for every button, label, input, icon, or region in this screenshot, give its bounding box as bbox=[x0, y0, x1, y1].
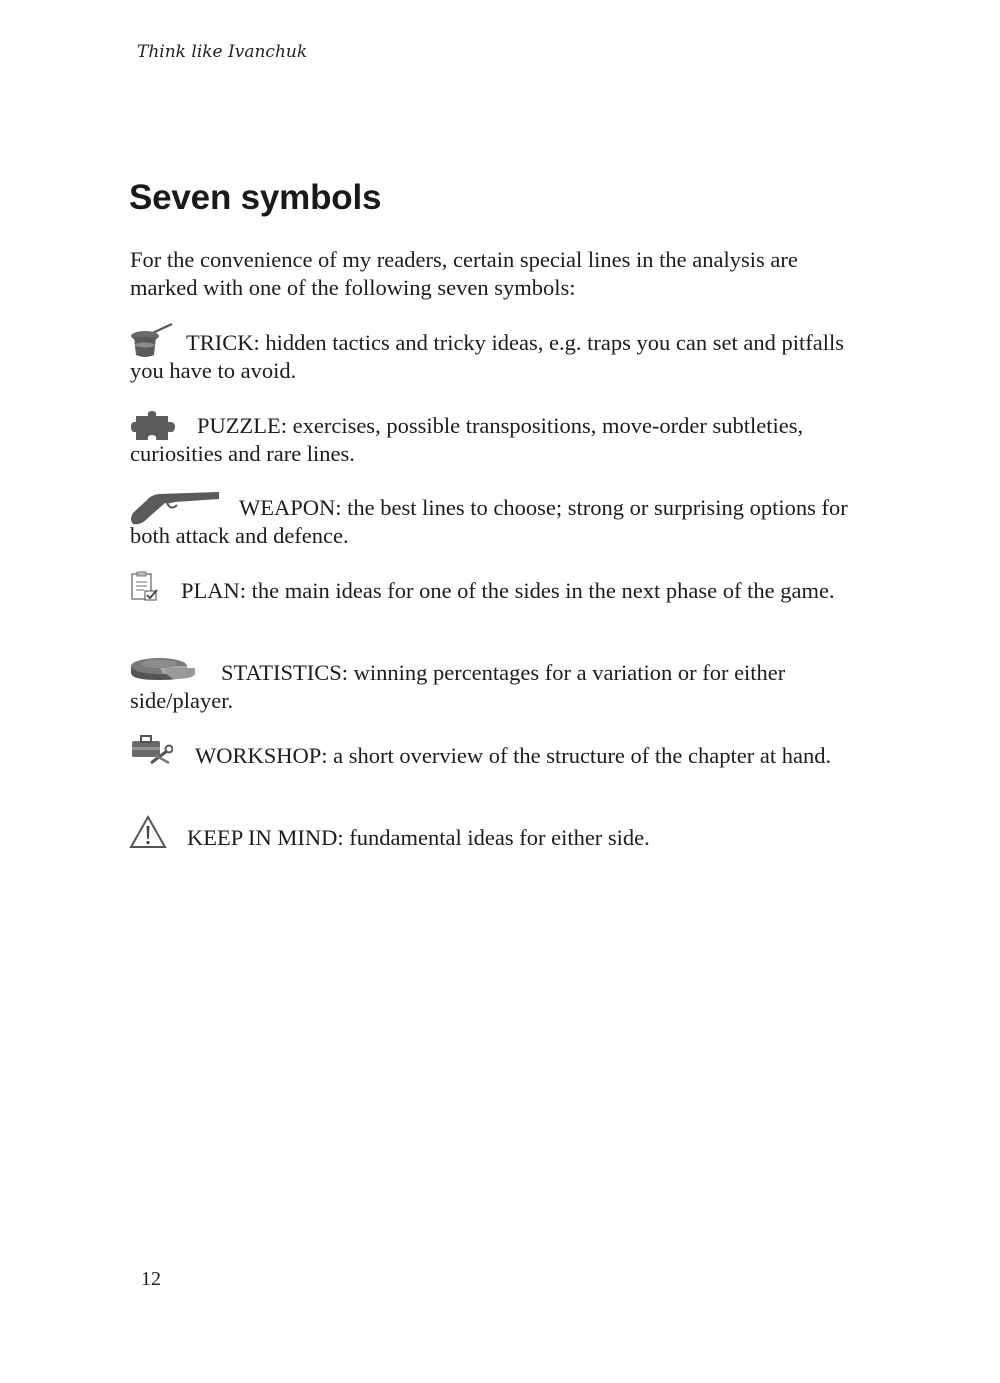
symbol-entry-workshop: WORKSHOP: a short overview of the structure of the chapter at hand. bbox=[195, 743, 832, 768]
symbol-entry-statistics: STATISTICS: winning percentages for a variation or for either side/player. bbox=[130, 660, 786, 713]
running-head: Think like Ivanchuk bbox=[137, 42, 308, 62]
intro-paragraph: For the convenience of my readers, certain special lines in the analysis are marked with one of the following seven symbols: bbox=[130, 247, 798, 300]
symbol-entry-puzzle: PUZZLE: exercises, possible transpositions, move-order subtleties, curiosities and rare lines. bbox=[130, 413, 804, 466]
page-title: Seven symbols bbox=[129, 178, 382, 217]
symbol-entry-keep-in-mind: KEEP IN MIND: fundamental ideas for either side. bbox=[187, 825, 650, 850]
symbol-entry-weapon: WEAPON: the best lines to choose; strong or surprising options for both attack and defence. bbox=[130, 495, 848, 548]
symbol-entry-trick: TRICK: hidden tactics and tricky ideas, e.g. traps you can set and pitfalls you have to avoid. bbox=[130, 330, 844, 383]
page-number: 12 bbox=[141, 1268, 161, 1290]
symbol-entry-plan: PLAN: the main ideas for one of the sides in the next phase of the game. bbox=[181, 578, 835, 603]
